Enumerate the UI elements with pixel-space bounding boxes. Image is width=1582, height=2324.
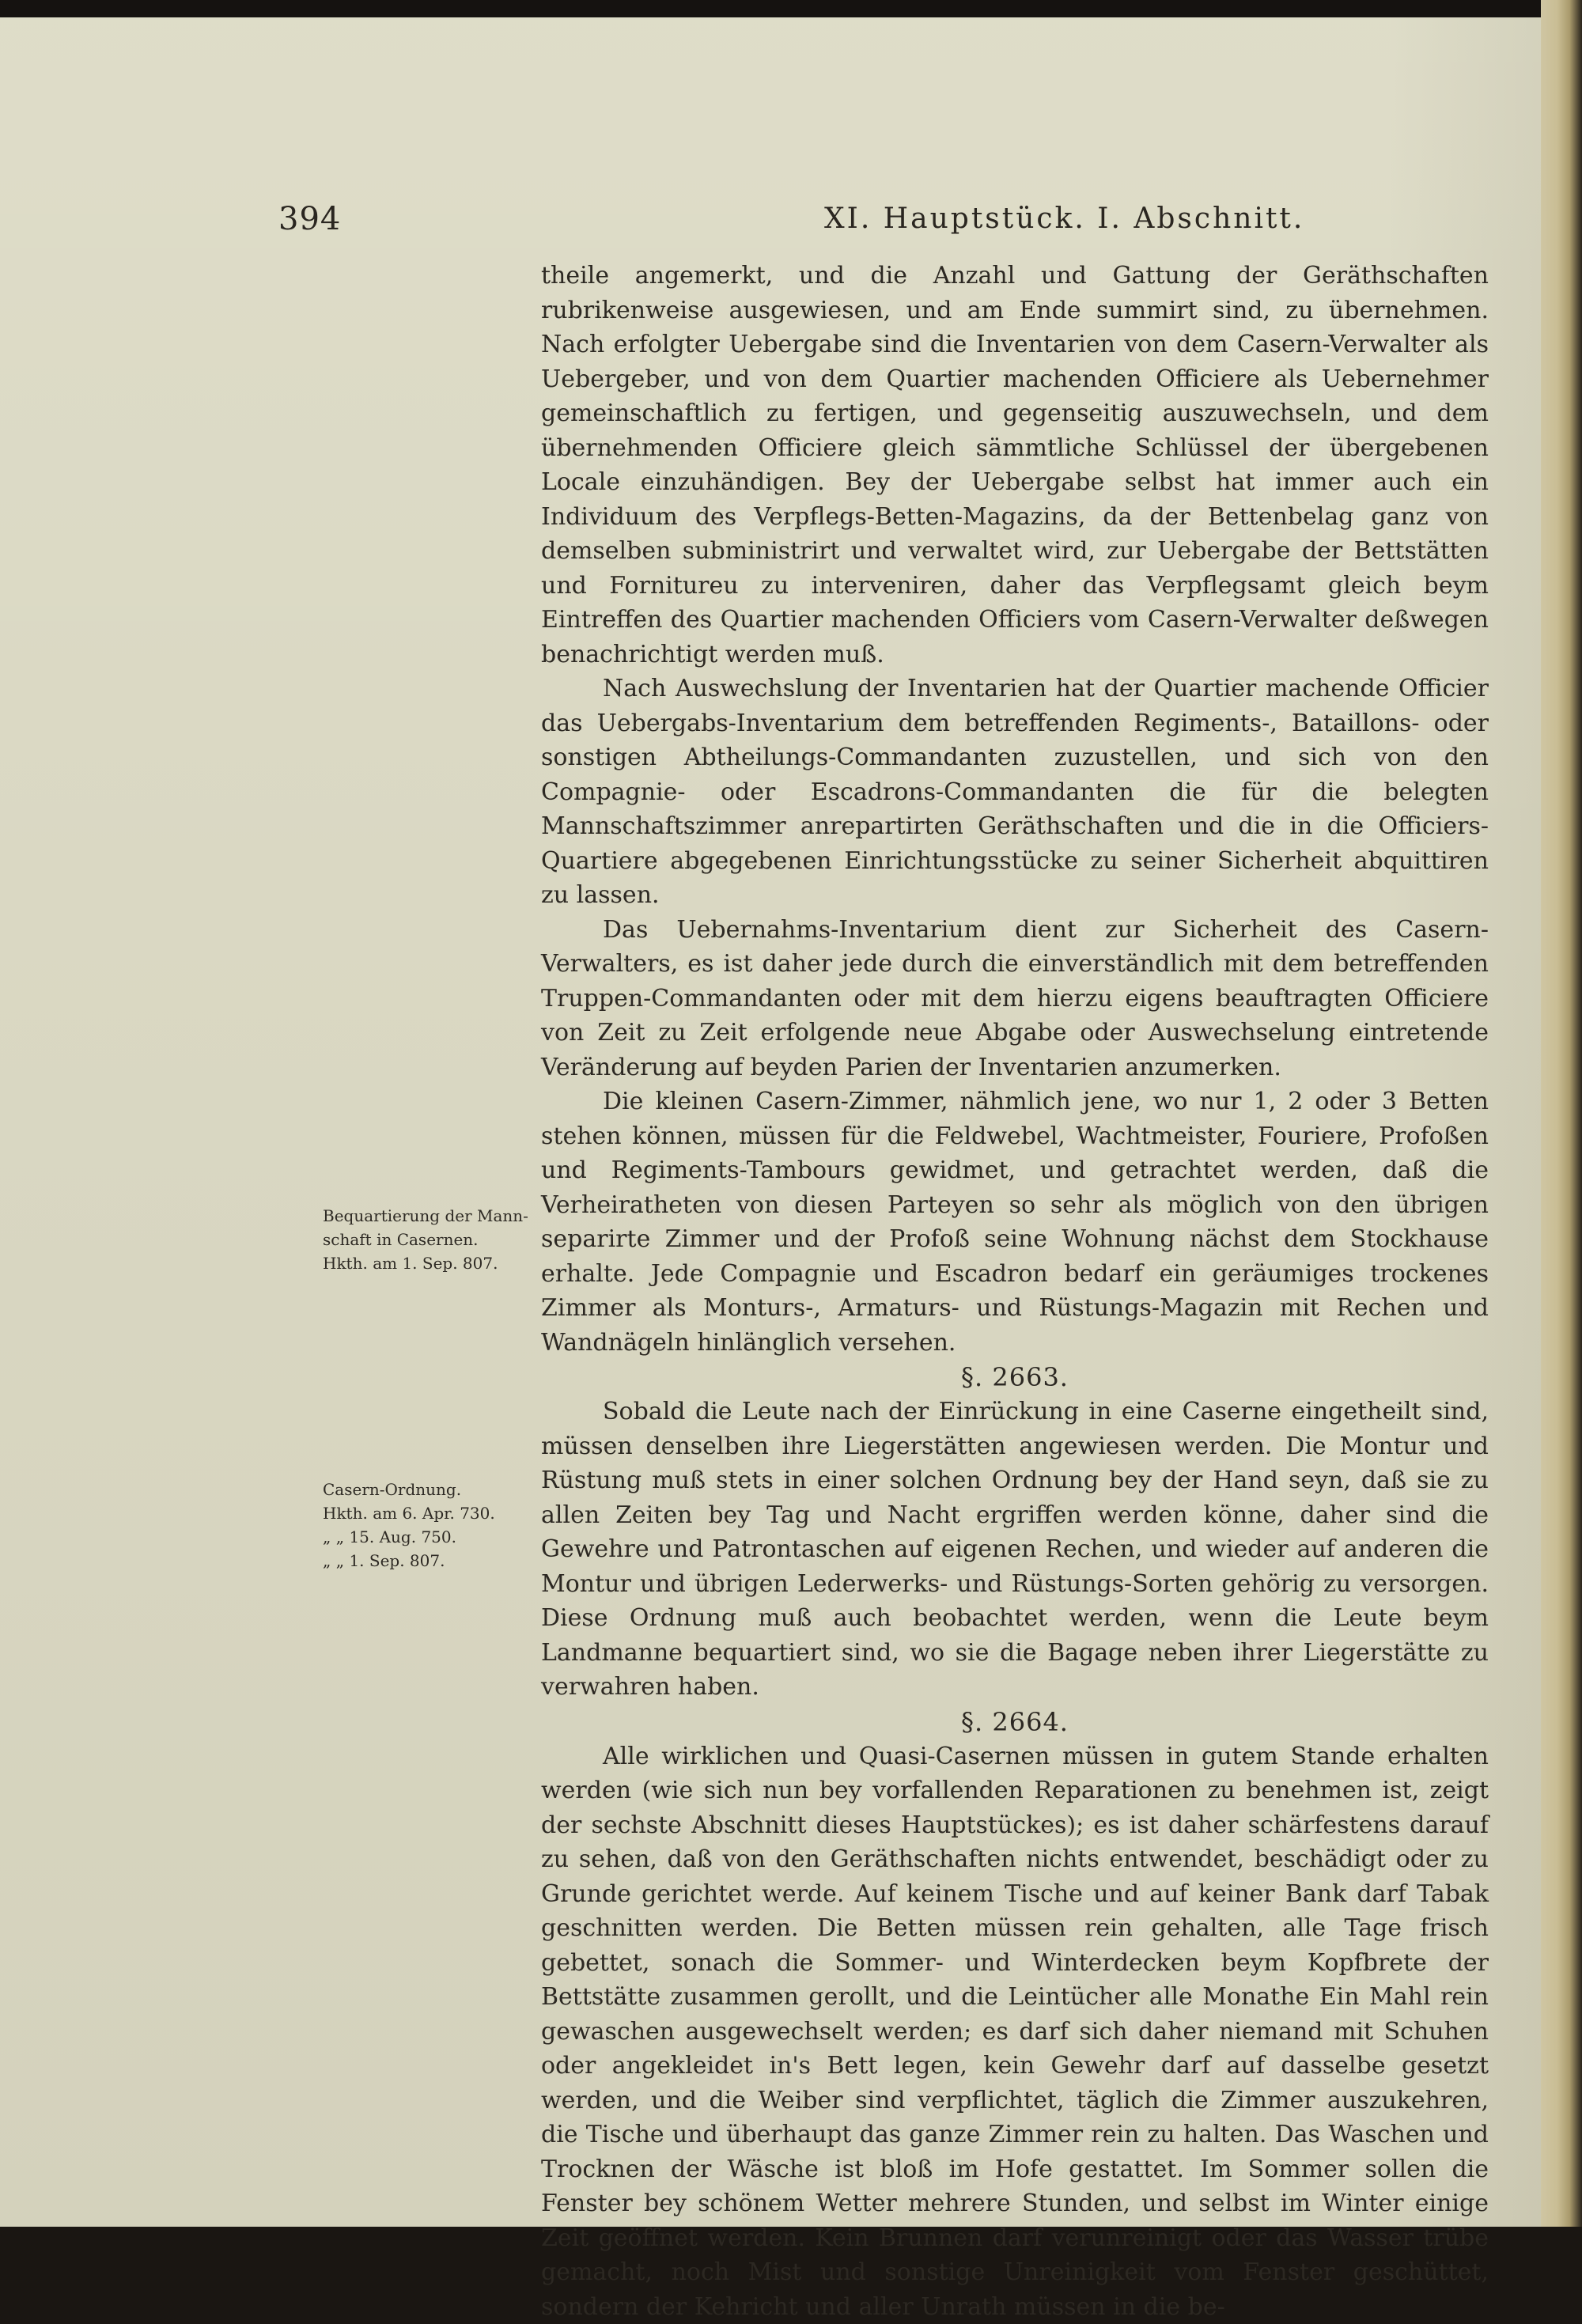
margin-note-line: Hkth. am 1. Sep. 807. [323,1251,530,1275]
margin-note-line: „ „ 1. Sep. 807. [323,1549,530,1573]
margin-note-barracks-order [323,1478,530,1573]
paragraph-takeover-inventory: Das Uebernahms-Inventarium dient zur Sicherheit des Casern-Verwalters, es ist daher jede durch die einverständlich mit dem betreffenden Truppen-Commandanten oder mit dem hierzu eigens beauftragten Officiere von Zeit zu Zeit erfolgende neue Abgabe oder Auswechselung eintretende Veränderung auf beyden Parien der Inventarien anzumerken. [541,913,1489,1085]
page-edge-shadow [1541,0,1582,2227]
section-heading-2664: §. 2664. [541,1705,1489,1739]
section-heading-2663: §. 2663. [541,1360,1489,1395]
margin-note-line: Bequartierung der Mann- [323,1204,530,1228]
section-text-2664: Alle wirklichen und Quasi-Casernen müssen in gutem Stande erhalten werden (wie sich nun bey vorfallenden Reparationen zu benehmen ist, zeigt der sechste Abschnitt dieses Hauptstückes); es ist daher schärfestens darauf zu sehen, daß von den Geräthschaften nichts entwendet, beschädigt oder zu Grunde gerichtet werde. Auf keinem Tische und auf keiner Bank darf Tabak geschnitten werden. Die Betten müssen rein gehalten, alle Tage frisch gebettet, sonach die Sommer- und Winterdecken beym Kopfbrete der Bettstätte zusammen gerollt, und die Leintücher alle Monathe Ein Mahl rein gewaschen ausgewechselt werden; es darf sich daher niemand mit Schuhen oder angekleidet in's Bett legen, kein Gewehr darf auf dasselbe gesetzt werden, und die Weiber sind verpflichtet, täglich die Zimmer auszukehren, die Tische und überhaupt das ganze Zimmer rein zu halten. Das Waschen und Trocknen der Wäsche ist bloß im Hofe gestattet. Im Sommer sollen die Fenster bey schönem Wetter mehrere Stunden, und selbst im Winter einige Zeit geöffnet werden. Kein Brunnen darf verunreinigt oder das Wasser trübe gemacht, noch Mist und sonstige Unreinigkeit vom Fenster geschüttet, sondern der Kehricht und aller Unrath müssen in die be- [541,1739,1489,2324]
section-text-2663: Sobald die Leute nach der Einrückung in eine Caserne eingetheilt sind, müssen denselben ihre Liegerstätten angewiesen werden. Die Montur und Rüstung muß stets in einer solchen Ordnung bey der Hand seyn, daß sie zu allen Zeiten bey Tag und Nacht ergriffen werden könne, daher sind die Gewehre und Patrontaschen auf eigenen Rechen, und wieder auf anderen die Montur und übrigen Lederwerks- und Rüstungs-Sorten gehörig zu versorgen. Diese Ordnung muß auch beobachtet werden, wenn die Leute beym Landmanne bequartiert sind, wo sie die Bagage neben ihrer Liegerstätte zu verwahren haben. [541,1395,1489,1705]
main-text-column [541,259,1489,2324]
paragraph-small-rooms: Die kleinen Casern-Zimmer, nähmlich jene, wo nur 1, 2 oder 3 Betten stehen können, müssen für die Feldwebel, Wachtmeister, Fouriere, Profoßen und Regiments-Tambours gewidmet, und getrachtet werden, daß die Verheiratheten von diesen Parteyen so sehr als möglich von den übrigen separirte Zimmer und der Profoß seine Wohnung nächst dem Stockhause erhalte. Jede Compagnie und Escadron bedarf ein geräumiges trockenes Zimmer als Monturs-, Armaturs- und Rüstungs-Magazin mit Rechen und Wandnägeln hinlänglich versehen. [541,1084,1489,1360]
paragraph-inventory-exchange: Nach Auswechslung der Inventarien hat der Quartier machende Officier das Uebergabs-Inventarium dem betreffenden Regiments-, Bataillons- oder sonstigen Abtheilungs-Commandanten zuzustellen, und sich von den Compagnie- oder Escadrons-Commandanten die für die belegten Mannschaftszimmer anrepartirten Geräthschaften und die in die Officiers-Quartiere abgegebenen Einrichtungsstücke zu seiner Sicherheit abquittiren zu lassen. [541,672,1489,913]
margin-note-line: Casern-Ordnung. [323,1478,530,1501]
page-number: 394 [278,201,341,237]
margin-note-line: schaft in Casernen. [323,1228,530,1251]
margin-note-quartering [323,1204,530,1275]
paragraph-continuation: theile angemerkt, und die Anzahl und Gattung der Geräthschaften rubrikenweise ausgewiesen, und am Ende summirt sind, zu übernehmen. Nach erfolgter Uebergabe sind die Inventarien von dem Casern-Verwalter als Uebergeber, und von dem Quartier machenden Officiere als Uebernehmer gemeinschaftlich zu fertigen, und gegenseitig auszuwechseln, und dem übernehmenden Officiere gleich sämmtliche Schlüssel der übergebenen Locale einzuhändigen. Bey der Uebergabe selbst hat immer auch ein Individuum des Verpflegs-Betten-Magazins, da der Bettenbelag ganz von demselben subministrirt und verwaltet wird, zur Uebergabe der Bettstätten und Fornitureu zu interveniren, daher das Verpflegsamt gleich beym Eintreffen des Quartier machenden Officiers vom Casern-Verwalter deßwegen benachrichtigt werden muß. [541,259,1489,672]
running-head: XI. Hauptstück. I. Abschnitt. [824,202,1304,235]
margin-note-line: Hkth. am 6. Apr. 730. [323,1501,530,1525]
page-header [278,201,1489,245]
margin-note-line: „ „ 15. Aug. 750. [323,1525,530,1549]
book-page [0,17,1541,2227]
